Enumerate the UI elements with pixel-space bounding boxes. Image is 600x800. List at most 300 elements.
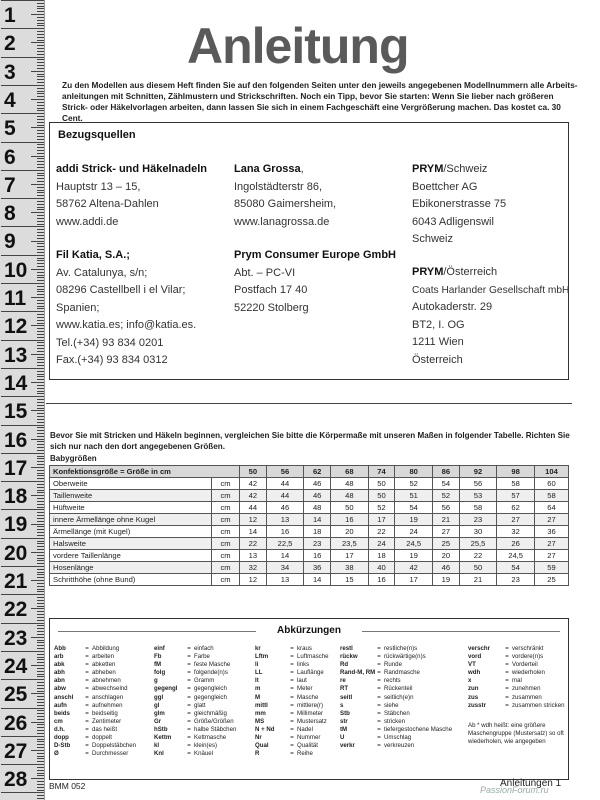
- abbreviation-entry: [255, 710, 329, 718]
- equals-sign: =: [505, 653, 509, 661]
- ruler-tick: [37, 691, 45, 692]
- abbreviation-entry: [154, 710, 236, 718]
- abbreviation-key: Qual: [255, 742, 269, 750]
- equals-sign: =: [377, 725, 381, 733]
- abbreviation-column: [154, 645, 236, 758]
- supplier-name: addi Strick- und Häkelnadeln: [56, 163, 207, 175]
- ruler-tick: [37, 158, 45, 159]
- supplier-address: Spanien;: [56, 301, 100, 314]
- abbreviation-column: [54, 645, 136, 758]
- ruler-tick: [37, 413, 45, 414]
- unit-cell: cm: [212, 526, 240, 538]
- ruler-tick: [31, 580, 45, 581]
- abbreviation-meaning: laut: [297, 677, 307, 685]
- measurement-label: Oberweite: [50, 478, 212, 490]
- ruler-number: 10: [4, 258, 28, 282]
- size-value: 21: [432, 514, 459, 526]
- ruler-number: 1: [4, 4, 16, 27]
- ruler-tick: [37, 201, 45, 202]
- ruler-tick: [37, 79, 45, 80]
- size-value: 12: [240, 514, 267, 526]
- abbreviation-key: gegengl: [154, 685, 178, 693]
- abbreviation-key: wdh: [468, 669, 481, 677]
- equals-sign: =: [377, 653, 381, 661]
- abbreviation-meaning: Zentimeter: [92, 717, 122, 725]
- equals-sign: =: [85, 669, 89, 677]
- ruler-tick: [37, 204, 45, 205]
- size-value: 52: [368, 502, 395, 514]
- abbreviation-entry: [468, 669, 565, 677]
- size-value: 46: [266, 502, 304, 514]
- abbreviation-key: D-Stb: [54, 742, 71, 750]
- abbreviation-meaning: zusammen: [512, 693, 542, 701]
- abbreviation-meaning: anschlagen: [92, 693, 124, 701]
- ruler-tick: [37, 62, 45, 63]
- size-value: 16: [368, 574, 395, 586]
- size-value: 14: [304, 574, 331, 586]
- equals-sign: =: [85, 717, 89, 725]
- supplier-address: Abt. – PC-VI: [234, 266, 296, 279]
- abbreviation-entry: [255, 718, 329, 726]
- abbreviation-meaning: Luftmasche: [297, 653, 329, 661]
- ruler-tick: [37, 521, 45, 522]
- suppliers-box: [49, 122, 569, 380]
- unit-cell: cm: [212, 478, 240, 490]
- ruler-tick: [37, 102, 45, 103]
- size-value: 50: [459, 562, 497, 574]
- ruler-tick: [37, 606, 45, 607]
- ruler-tick: [37, 713, 45, 714]
- abbreviation-key: mittl: [255, 701, 268, 709]
- abbreviation-meaning: Masche: [297, 693, 319, 701]
- ruler-tick: [37, 238, 45, 239]
- ruler-tick: [1, 113, 45, 114]
- supplier-address: 1211 Wien: [412, 336, 464, 348]
- size-value: 42: [395, 562, 433, 574]
- ruler-tick: [37, 447, 45, 448]
- ruler-tick: [37, 371, 45, 372]
- size-value: 26: [497, 538, 535, 550]
- abbreviation-key: zusstr: [468, 701, 486, 709]
- ruler-tick: [37, 235, 45, 236]
- size-value: 25,5: [459, 538, 497, 550]
- table-row: [50, 550, 569, 562]
- abbreviation-meaning: verschränkt: [512, 645, 544, 652]
- ruler-tick: [37, 348, 45, 349]
- abbreviation-entry: [340, 653, 452, 661]
- abbreviation-key: tM: [340, 725, 348, 733]
- abbreviation-key: U: [340, 734, 345, 742]
- ruler-tick: [37, 59, 45, 60]
- ruler-tick: [31, 99, 45, 100]
- abbreviation-entry: [255, 742, 329, 750]
- ruler-tick: [37, 583, 45, 584]
- supplier-column-3: [412, 161, 567, 249]
- ruler-number: 6: [4, 145, 16, 169]
- ruler-tick: [37, 181, 45, 182]
- size-value: 24,5: [395, 538, 433, 550]
- ruler-tick: [37, 303, 45, 304]
- equals-sign: =: [187, 742, 191, 750]
- ruler-tick: [37, 8, 45, 9]
- unit-cell: cm: [212, 538, 240, 550]
- abbreviation-key: ggl: [154, 693, 164, 701]
- supplier-fax: Fax.(+34) 93 834 0312: [56, 354, 168, 366]
- abbreviation-entry: [255, 645, 329, 653]
- ruler-tick: [37, 37, 45, 38]
- ruler-tick: [37, 795, 45, 796]
- ruler-tick: [37, 190, 45, 191]
- equals-sign: =: [290, 717, 294, 725]
- ruler-tick: [37, 51, 45, 52]
- ruler-tick: [1, 764, 45, 765]
- supplier-address: 52220 Stolberg: [234, 301, 309, 314]
- abbreviation-key: Rd: [340, 661, 349, 669]
- measurement-label: Ärmellänge (mit Kugel): [50, 526, 212, 538]
- abbreviation-entry: [255, 734, 329, 742]
- abbreviation-entry: [54, 661, 136, 669]
- ruler-tick: [37, 291, 45, 292]
- ruler-tick: [37, 359, 45, 360]
- ruler-tick: [1, 255, 45, 256]
- equals-sign: =: [187, 701, 191, 709]
- ruler-tick: [37, 478, 45, 479]
- abbreviation-key: arb: [54, 653, 64, 661]
- abbreviation-entry: [340, 726, 452, 734]
- size-value: 14: [266, 550, 304, 562]
- equals-sign: =: [505, 661, 509, 669]
- ruler-tick: [37, 591, 45, 592]
- ruler-tick: [37, 122, 45, 123]
- abbreviation-entry: [468, 645, 565, 653]
- abbreviation-meaning: beidseitig: [92, 709, 118, 717]
- abbreviation-meaning: zunehmen: [512, 685, 541, 693]
- ruler-tick: [37, 317, 45, 318]
- abbreviation-meaning: zusammen stricken: [512, 701, 565, 709]
- ruler-tick: [37, 116, 45, 117]
- size-value: 44: [240, 502, 267, 514]
- equals-sign: =: [85, 645, 89, 652]
- ruler-tick: [37, 374, 45, 375]
- ruler-tick: [37, 642, 45, 643]
- table-row: [50, 574, 569, 586]
- ruler-tick: [37, 306, 45, 307]
- ruler-tick: [37, 671, 45, 672]
- ruler-tick: [1, 792, 45, 793]
- equals-sign: =: [85, 742, 89, 750]
- ruler-tick: [37, 507, 45, 508]
- measurement-label: Hosenlänge: [50, 562, 212, 574]
- ruler-tick: [37, 543, 45, 544]
- supplier-address: Coats Harlander Gesellschaft mbH: [412, 284, 570, 296]
- size-column-header: 62: [304, 466, 331, 478]
- ruler-tick: [37, 767, 45, 768]
- size-value: 32: [240, 562, 267, 574]
- size-value: 22: [240, 538, 267, 550]
- abbreviation-entry: [54, 710, 136, 718]
- abbreviation-meaning: Farbe: [194, 653, 210, 661]
- size-value: 16: [304, 550, 331, 562]
- ruler-tick: [37, 611, 45, 612]
- size-column-header: 104: [534, 466, 568, 478]
- size-value: 48: [304, 502, 331, 514]
- size-value: 46: [304, 490, 331, 502]
- ruler-tick: [37, 730, 45, 731]
- size-value: 15: [331, 574, 369, 586]
- ruler-tick: [37, 739, 45, 740]
- abbreviation-key: cm: [54, 717, 63, 725]
- abbreviation-key: restl: [340, 645, 353, 652]
- ruler-tick: [1, 594, 45, 595]
- equals-sign: =: [377, 717, 381, 725]
- ruler-tick: [1, 340, 45, 341]
- size-value: 38: [331, 562, 369, 574]
- abbreviation-entry: [154, 685, 236, 693]
- table-row: [50, 502, 569, 514]
- ruler-tick: [37, 286, 45, 287]
- abbreviation-key: verkr: [340, 742, 355, 750]
- ruler-tick: [37, 504, 45, 505]
- ruler-tick: [37, 574, 45, 575]
- ruler-tick: [37, 289, 45, 290]
- ruler-tick: [37, 512, 45, 513]
- size-value: 46: [432, 562, 459, 574]
- ruler-tick: [37, 365, 45, 366]
- ruler-tick: [37, 741, 45, 742]
- size-value: 50: [368, 478, 395, 490]
- abbreviation-entry: [54, 685, 136, 693]
- abbreviation-meaning: Nadel: [297, 725, 313, 733]
- unit-cell: cm: [212, 514, 240, 526]
- size-value: 48: [331, 490, 369, 502]
- supplier-name-suffix: ,: [300, 163, 304, 175]
- abbreviation-entry: [154, 726, 236, 734]
- abbreviation-entry: [340, 685, 452, 693]
- unit-cell: cm: [212, 574, 240, 586]
- ruler-tick: [37, 603, 45, 604]
- size-value: 13: [266, 514, 304, 526]
- size-value: 60: [534, 478, 568, 490]
- abbreviation-meaning: glatt: [194, 701, 206, 709]
- equals-sign: =: [377, 661, 381, 669]
- ruler-tick: [37, 229, 45, 230]
- ruler-tick: [37, 515, 45, 516]
- abbreviation-meaning: rechts: [384, 677, 401, 685]
- abbreviation-key: folg: [154, 669, 166, 677]
- ruler-number: 4: [4, 88, 16, 112]
- ruler-tick: [37, 187, 45, 188]
- ruler-tick: [37, 96, 45, 97]
- abbreviation-key: glm: [154, 709, 165, 717]
- abbreviation-meaning: Nummer: [297, 734, 321, 742]
- ruler-tick: [37, 589, 45, 590]
- ruler-tick: [37, 702, 45, 703]
- abbreviation-key: d.h.: [54, 725, 65, 733]
- ruler-tick: [37, 773, 45, 774]
- ruler-tick: [1, 396, 45, 397]
- supplier-website[interactable]: www.lanagrossa.de: [234, 215, 330, 228]
- abbreviation-entry: [255, 750, 329, 758]
- abbreviation-entry: [468, 694, 565, 702]
- abbreviation-meaning: kraus: [297, 645, 312, 652]
- ruler-number: 25: [4, 683, 28, 707]
- abbreviation-entry: [154, 677, 236, 685]
- abbreviation-meaning: stricken: [384, 717, 405, 725]
- abbreviation-meaning: abketten: [92, 661, 116, 669]
- abbreviation-entry: [54, 677, 136, 685]
- abbreviation-key: dopp: [54, 734, 69, 742]
- ruler-tick: [37, 277, 45, 278]
- size-value: 50: [331, 502, 369, 514]
- ruler-tick: [37, 487, 45, 488]
- ruler-tick: [37, 620, 45, 621]
- size-value: 21: [459, 574, 497, 586]
- ruler-tick: [37, 48, 45, 49]
- abbreviation-entry: [54, 726, 136, 734]
- supplier-name: Lana Grossa: [234, 163, 301, 175]
- abbreviation-meaning: Kettmasche: [194, 734, 227, 742]
- size-value: 18: [368, 550, 395, 562]
- equals-sign: =: [377, 669, 381, 677]
- ruler-tick: [37, 405, 45, 406]
- equals-sign: =: [85, 677, 89, 685]
- abbreviation-entry: [468, 661, 565, 669]
- ruler-tick: [37, 314, 45, 315]
- abbreviation-key: fM: [154, 661, 162, 669]
- ruler-tick: [37, 422, 45, 423]
- equals-sign: =: [290, 734, 294, 742]
- ruler-number: 2: [4, 32, 16, 56]
- ruler-tick: [31, 297, 45, 298]
- abbreviation-key: kl: [154, 742, 160, 750]
- ruler-tick: [37, 207, 45, 208]
- ruler-tick: [37, 441, 45, 442]
- abbreviation-entry: [468, 677, 565, 685]
- ruler-tick: [37, 133, 45, 134]
- ruler-number: 8: [4, 202, 16, 226]
- equals-sign: =: [377, 693, 381, 701]
- ruler-tick: [37, 379, 45, 380]
- ruler-tick: [37, 458, 45, 459]
- abbreviation-entry: [255, 669, 329, 677]
- size-column-header: 80: [395, 466, 433, 478]
- unit-cell: cm: [212, 502, 240, 514]
- ruler-tick: [37, 399, 45, 400]
- size-value: 27: [534, 550, 568, 562]
- abbreviation-meaning: arbeiten: [92, 653, 115, 661]
- equals-sign: =: [505, 677, 509, 685]
- ruler-tick: [37, 17, 45, 18]
- ruler-tick: [37, 40, 45, 41]
- ruler-tick: [31, 212, 45, 213]
- ruler-tick: [31, 14, 45, 15]
- ruler-tick: [31, 184, 45, 185]
- abbreviation-key: Gr: [154, 717, 162, 725]
- divider: [46, 403, 572, 404]
- ruler-tick: [37, 659, 45, 660]
- abbreviation-key: abn: [54, 677, 65, 685]
- ruler-number: 20: [4, 541, 28, 565]
- abbreviation-key: Ø: [54, 750, 59, 758]
- ruler-tick: [37, 215, 45, 216]
- abbreviation-key: x: [468, 677, 472, 685]
- size-value: 27: [534, 514, 568, 526]
- ruler-tick: [31, 127, 45, 128]
- size-value: 19: [432, 574, 459, 586]
- size-value: 53: [459, 490, 497, 502]
- size-column-header: 56: [266, 466, 304, 478]
- size-column-header: 50: [240, 466, 267, 478]
- ruler-tick: [37, 243, 45, 244]
- abbreviation-meaning: Qualität: [297, 742, 319, 750]
- ruler-tick: [37, 753, 45, 754]
- table-row: [50, 490, 569, 502]
- ruler-tick: [37, 221, 45, 222]
- ruler-tick: [37, 119, 45, 120]
- ruler-tick: [37, 640, 45, 641]
- abbreviation-meaning: verkreuzen: [384, 742, 415, 750]
- abbreviation-column: [468, 645, 565, 710]
- abbreviation-meaning: vordere(n)s: [512, 653, 544, 661]
- ruler-tick: [37, 164, 45, 165]
- ruler-tick: [37, 161, 45, 162]
- equals-sign: =: [85, 734, 89, 742]
- ruler-tick: [37, 209, 45, 210]
- size-value: 58: [497, 478, 535, 490]
- abbreviation-meaning: gleichmäßig: [194, 709, 227, 717]
- abbreviation-entry: [340, 710, 452, 718]
- ruler-tick: [37, 705, 45, 706]
- abbreviation-meaning: seitlich(e)n: [384, 693, 414, 701]
- ruler-tick: [37, 784, 45, 785]
- ruler-number: 24: [4, 654, 28, 678]
- abbreviation-entry: [468, 653, 565, 661]
- equals-sign: =: [187, 661, 191, 669]
- equals-sign: =: [377, 685, 381, 693]
- abbreviation-entry: [154, 702, 236, 710]
- ruler-number: 26: [4, 711, 28, 735]
- ruler-tick: [31, 722, 45, 723]
- ruler-tick: [1, 453, 45, 454]
- abbreviation-entry: [340, 677, 452, 685]
- abbreviation-key: hStb: [154, 725, 168, 733]
- abbreviation-meaning: mal: [512, 677, 522, 685]
- ruler-tick: [37, 555, 45, 556]
- ruler-tick: [37, 178, 45, 179]
- supplier-website[interactable]: www.addi.de: [56, 215, 119, 228]
- size-table-header: [50, 466, 569, 478]
- ruler-tick: [37, 662, 45, 663]
- abbreviation-meaning: Vorderteil: [512, 661, 538, 669]
- abbreviation-key: LL: [255, 669, 263, 677]
- abbreviation-entry: [154, 718, 236, 726]
- abbreviation-entry: [340, 702, 452, 710]
- ruler-tick: [37, 294, 45, 295]
- abbreviation-entry: [154, 694, 236, 702]
- supplier-name: Prym Consumer Europe GmbH: [234, 249, 396, 261]
- measurement-label: Schritthöhe (ohne Bund): [50, 574, 212, 586]
- ruler-tick: [37, 91, 45, 92]
- equals-sign: =: [377, 742, 381, 750]
- ruler-tick: [37, 144, 45, 145]
- supplier-column-2b: [234, 247, 414, 317]
- ruler-tick: [31, 156, 45, 157]
- equals-sign: =: [290, 669, 294, 677]
- supplier-website[interactable]: www.katia.es; info@katia.es.: [56, 319, 197, 331]
- equals-sign: =: [187, 669, 191, 677]
- abbreviation-key: VT: [468, 661, 476, 669]
- abbreviation-entry: [154, 750, 236, 758]
